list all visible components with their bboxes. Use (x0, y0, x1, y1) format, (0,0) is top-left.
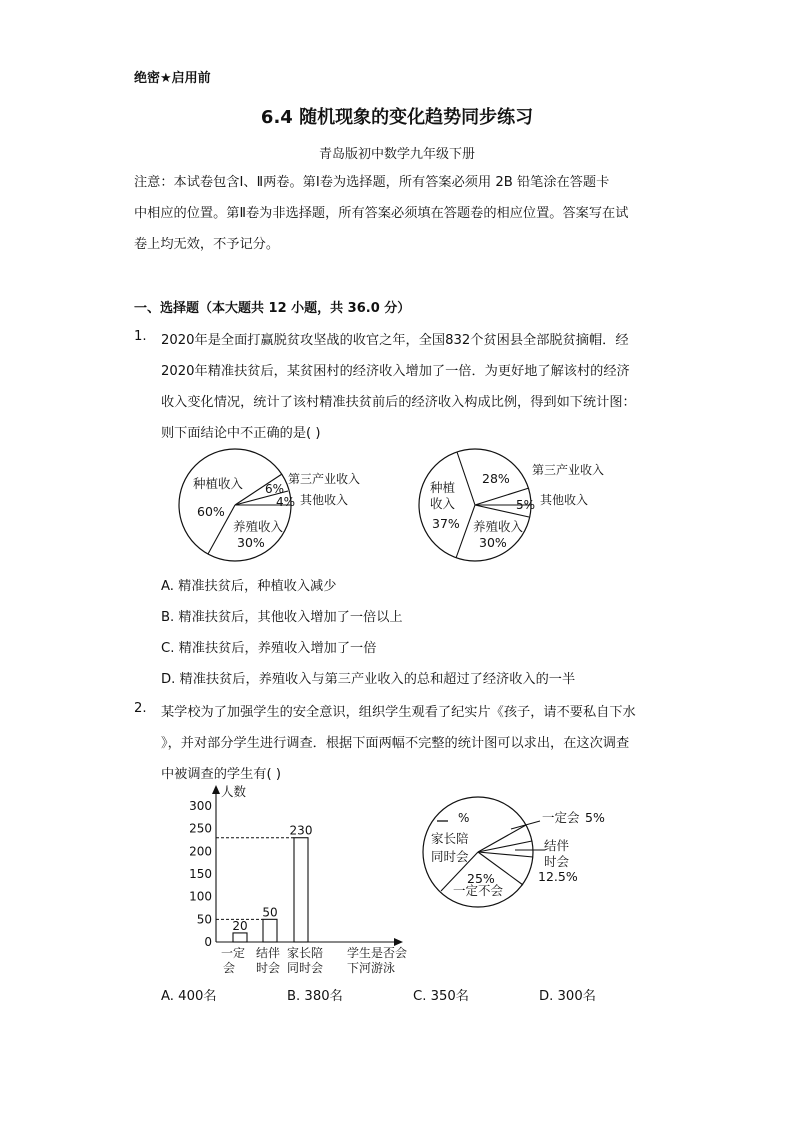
pie3-parent-a: 家长陪 (431, 831, 469, 846)
bar-ytick-label: 300 (189, 799, 212, 813)
question-number: 1. (134, 329, 147, 344)
pie-after (419, 449, 604, 561)
bar-ytick-label: 150 (189, 867, 212, 881)
pie-before-label-breed: 养殖收入 (233, 519, 284, 534)
pie3-divider (478, 852, 533, 857)
pie-before-value-other: 4% (276, 495, 296, 509)
pie-before-label-plant: 种植收入 (193, 476, 244, 491)
bar-cat-1b: 会 (223, 961, 236, 975)
pie-before (179, 449, 360, 561)
question-text: 则下面结论中不正确的是( ) (161, 426, 321, 441)
pie-after-value-breed: 30% (479, 535, 507, 550)
bar-value-label: 50 (262, 905, 278, 920)
pie-after-label-third: 第三产业收入 (532, 463, 605, 477)
question-text: 2020年精准扶贫后，某贫困村的经济收入增加了一倍．为更好地了解该村的经济 (161, 364, 630, 379)
pie3-leader (511, 821, 540, 829)
bar-ytick-label: 250 (189, 821, 212, 836)
bar-ytick-label: 0 (204, 935, 212, 949)
pie3-comp-a: 结伴 (544, 838, 570, 853)
pie3-parent-value: % (458, 811, 470, 825)
pie-before-label-third: 第三产业收入 (288, 472, 361, 486)
page-title: 6.4 随机现象的变化趋势同步练习 (260, 107, 534, 128)
pie3-value-comp: 12.5% (538, 869, 578, 884)
option-a[interactable]: A. 400名 (161, 989, 217, 1004)
q1-pie-charts (170, 445, 630, 570)
bar-xlabel-b: 下河游泳 (347, 961, 396, 975)
question-text: 收入变化情况，统计了该村精准扶贫前后的经济收入构成比例，得到如下统计图： (161, 395, 636, 410)
bar (294, 838, 308, 942)
bar-xlabel-a: 学生是否会 (347, 946, 408, 960)
option-c[interactable]: C. 350名 (413, 989, 469, 1004)
pie-before-value-breed: 30% (237, 535, 265, 550)
bar-ylabel: 人数 (221, 784, 247, 799)
pie-after-label-plant-a: 种植 (430, 480, 456, 495)
bar (233, 933, 247, 942)
bar-cat-2b: 时会 (256, 961, 281, 975)
page-subtitle: 青岛版初中数学九年级下册 (318, 147, 475, 162)
question-text: 中被调查的学生有( ) (161, 767, 281, 782)
pie3-label-must: 一定会 (542, 810, 580, 825)
option-d[interactable]: D. 300名 (539, 989, 596, 1004)
pie3-comp-b: 时会 (544, 854, 570, 869)
pie-after-label-other: 其他收入 (540, 493, 589, 507)
bar-cat-3b: 同时会 (287, 961, 324, 975)
pie-before-value-third: 6% (265, 482, 285, 496)
bar-ytick-label: 100 (189, 889, 212, 904)
option-c[interactable]: C. 精准扶贫后，养殖收入增加了一倍 (161, 641, 377, 656)
bar-cat-3a: 家长陪 (287, 946, 324, 960)
bar-value-label: 230 (289, 823, 313, 838)
pie-after-label-breed: 养殖收入 (473, 519, 524, 534)
pie-after-divider (457, 452, 475, 505)
notice-line: 卷上均无效，不予记分。 (134, 237, 280, 252)
pie3-parent-b: 同时会 (431, 849, 469, 864)
pie-before-value-plant: 60% (197, 504, 225, 519)
pie-before-label-other: 其他收入 (300, 493, 349, 507)
pie3-label-never: 一定不会 (453, 883, 504, 898)
bar-cat-1a: 一定 (221, 946, 246, 960)
pie3-value-must: 5% (585, 810, 605, 825)
bar-ytick-label: 50 (196, 912, 212, 927)
notice-line: 注意：本试卷包含Ⅰ、Ⅱ两卷。第Ⅰ卷为选择题，所有答案必须用 2B 铅笔涂在答题卡 (134, 175, 610, 190)
q2-pie-chart (405, 795, 625, 920)
question-number: 2. (134, 701, 147, 716)
pie-after-value-a: 28% (482, 471, 510, 486)
bar (263, 919, 277, 942)
pie3-divider (478, 825, 526, 852)
option-d[interactable]: D. 精准扶贫后，养殖收入与第三产业收入的总和超过了经济收入的一半 (161, 672, 576, 687)
secret-label: 绝密★启用前 (134, 71, 211, 86)
bar-ytick-label: 200 (189, 844, 212, 859)
section-heading: 一、选择题（本大题共 12 小题，共 36.0 分） (134, 301, 411, 316)
bar-y-arrow (212, 785, 220, 794)
pie3-value-never: 25% (467, 871, 495, 886)
bar-cat-2a: 结伴 (256, 946, 281, 960)
notice-line: 中相应的位置。第Ⅱ卷为非选择题，所有答案必须填在答题卷的相应位置。答案写在试 (134, 206, 629, 221)
question-text: 某学校为了加强学生的安全意识，组织学生观看了纪实片《孩子，请不要私自下水 (161, 705, 636, 720)
question-text: 》，并对部分学生进行调查．根据下面两幅不完整的统计图可以求出，在这次调查 (161, 736, 630, 751)
pie-after-value-other: 5% (516, 498, 536, 512)
question-text: 2020年是全面打赢脱贫攻坚战的收官之年，全国832个贫困县全部脱贫摘帽．经 (161, 333, 629, 348)
pie-after-value-plant: 37% (432, 516, 460, 531)
bar-value-label: 20 (232, 918, 248, 933)
option-b[interactable]: B. 精准扶贫后，其他收入增加了一倍以上 (161, 610, 403, 625)
option-b[interactable]: B. 380名 (287, 989, 343, 1004)
pie-after-label-plant-b: 收入 (430, 496, 456, 511)
option-a[interactable]: A. 精准扶贫后，种植收入减少 (161, 579, 337, 594)
bar-x-arrow (394, 938, 403, 946)
